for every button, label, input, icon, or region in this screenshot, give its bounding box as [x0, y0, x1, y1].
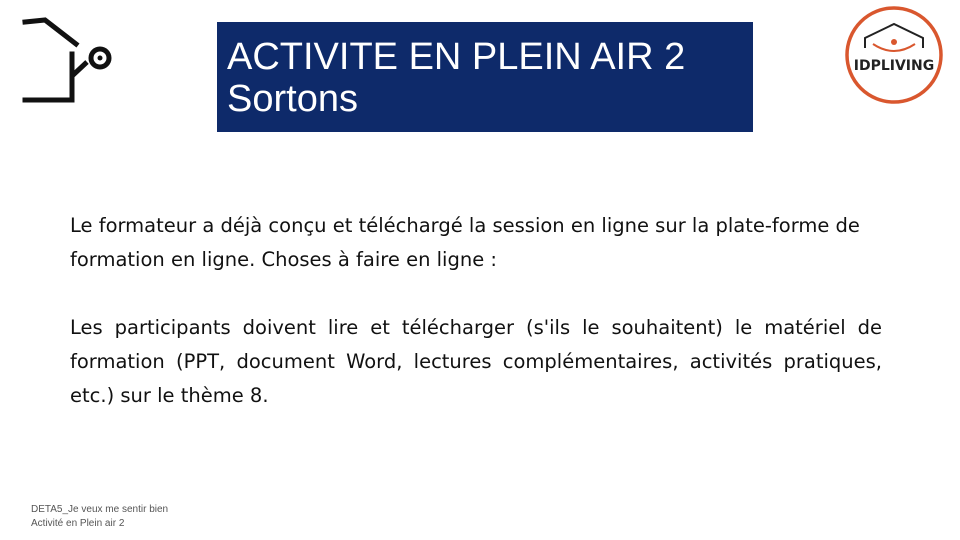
footer-line-1: DETA5_Je veux me sentir bien — [31, 504, 169, 515]
slide-subtitle: Sortons — [227, 78, 358, 120]
body-paragraph-1: Le formateur a déjà conçu et téléchargé la session en ligne sur la plate-forme de formation en ligne. Choses à faire en ligne : — [70, 214, 860, 271]
footer-line-2: Activité en Plein air 2 — [31, 518, 125, 529]
slide-title: ACTIVITE EN PLEIN AIR 2 — [227, 36, 686, 78]
brand-name: IDPLIVING — [853, 58, 935, 74]
house-plug-icon — [20, 14, 120, 108]
footer — [31, 503, 168, 531]
brand-logo — [843, 4, 945, 106]
body-paragraph-2: Les participants doivent lire et télécharger (s'ils le souhaitent) le matériel de formation (PPT, document Word, lectures complémentaires, activités pratiques, etc.) sur le thème 8. — [70, 316, 882, 407]
title-banner — [217, 22, 753, 132]
